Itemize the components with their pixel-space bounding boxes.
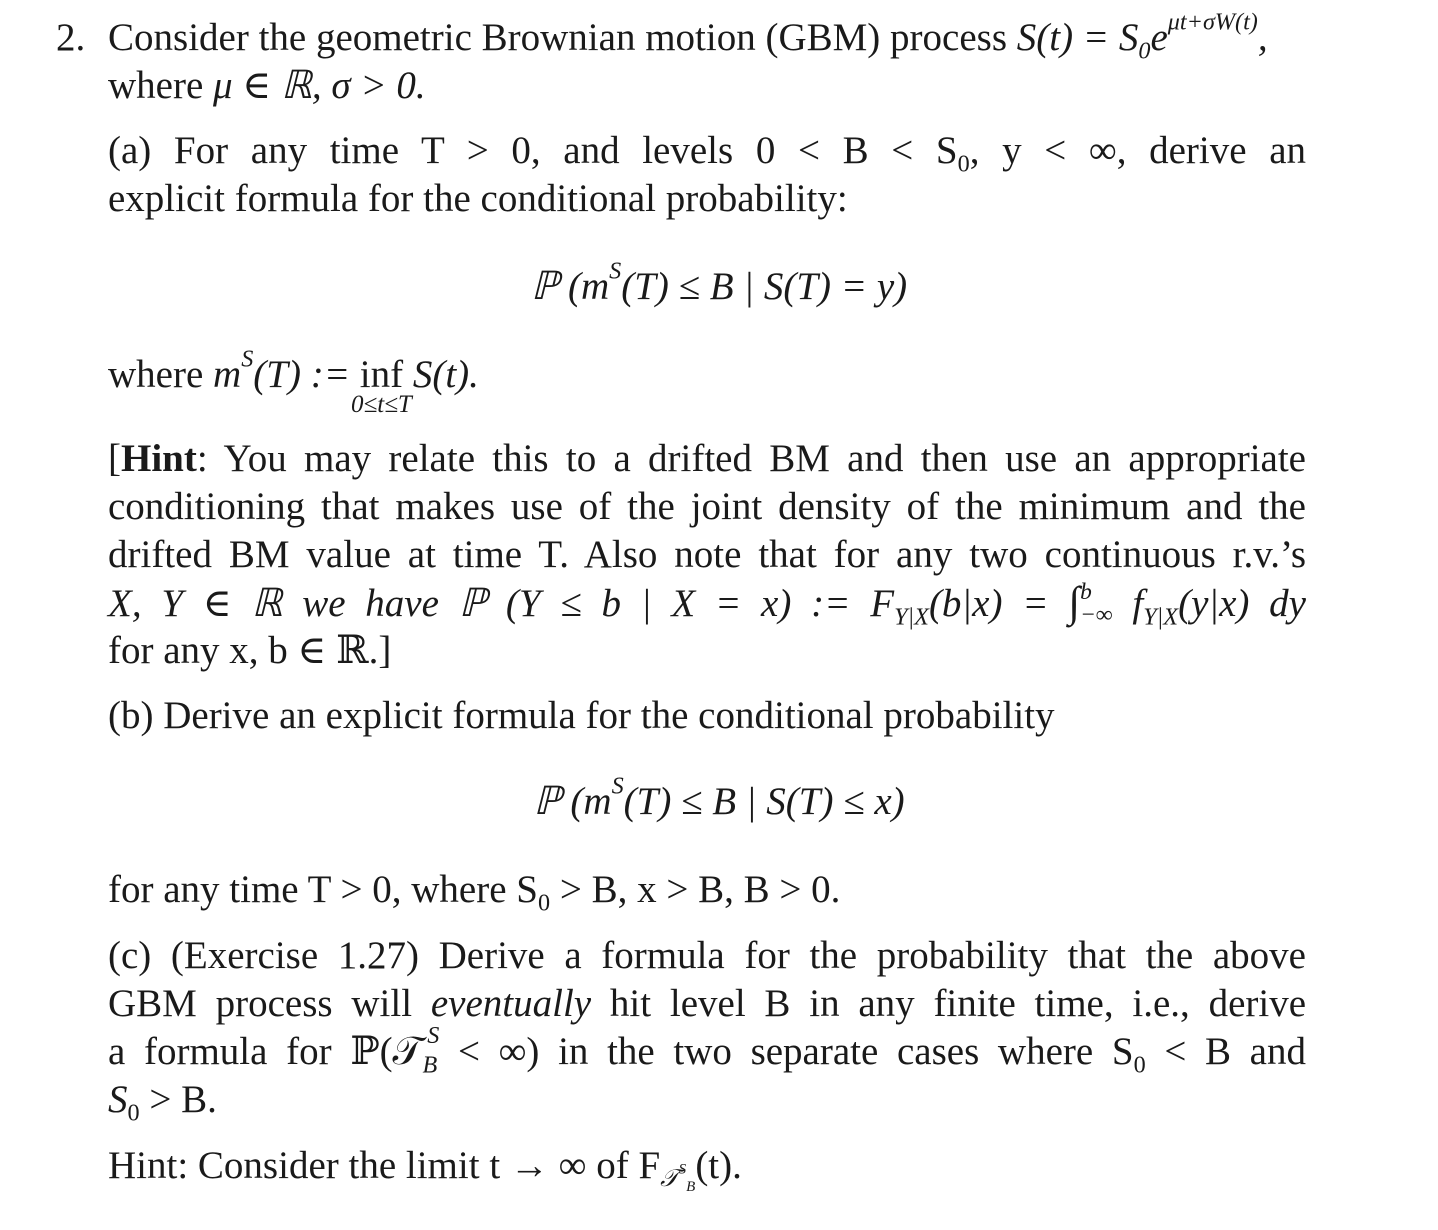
problem-number: 2. [56, 16, 86, 59]
hint-a-line-5: for any x, b ∈ ℝ.] [108, 629, 392, 672]
intro-text: Consider the geometric Brownian motion (GBM) process [108, 16, 1007, 59]
hint-label: Hint [121, 437, 197, 480]
part-c-line-4: $S_0 > B$. [108, 1078, 217, 1127]
infimum-range: 0≤t≤T [351, 391, 412, 418]
emphasis-eventually: eventually [430, 982, 592, 1025]
part-c-line-3: a formula for ℙ(𝒯$_B^S$ < ∞) in the two separate cases where $S_0 < B$ and [108, 1022, 1306, 1079]
hint-a-line-1: [Hint: You may relate this to a drifted BM and then use an appropriate [108, 437, 1306, 480]
part-a-where-line: where $m^S(T)$ := inf 0≤t≤T S(t). [108, 351, 479, 399]
part-c-hint: Hint: Consider the limit t → ∞ of $F_{𝒯^S_B}(t)$. [108, 1144, 742, 1196]
part-a-line-1: (a) For any time T > 0, and levels $0 < B < S_0$, y < ∞, derive an [108, 129, 1306, 178]
hint-a-line-2: conditioning that makes use of the joint density of the minimum and the [108, 485, 1306, 528]
gbm-formula: $S(t) = S_0e^{\mu t+\sigma W(t)}$, [1016, 8, 1268, 65]
integral-limits: b −∞ [1080, 579, 1113, 629]
part-c-line-1: (c) (Exercise 1.27) Derive a formula for the probability that the above [108, 934, 1306, 977]
part-c-line-2: GBM process will eventually hit level B in any finite time, i.e., derive [108, 982, 1307, 1025]
intro-line-1 [108, 8, 1268, 65]
param-conditions: μ ∈ ℝ, σ > 0. [213, 64, 426, 107]
part-b-line-1: (b) Derive an explicit formula for the conditional probability [108, 694, 1055, 737]
hint-a-line-4: X, Y ∈ ℝ we have ℙ (Y ≤ b | X = x) := $F_{Y|X}(b|x)$ = ∫ b −∞ $f_{Y|X}(y|x)$ dy [108, 579, 1306, 631]
gbm-exponent: μt+σW(t) [1167, 8, 1258, 36]
hint-a-line-3: drifted BM value at time T. Also note that for any two continuous r.v.’s [108, 533, 1306, 576]
part-a-display-equation: ℙ ($m^S(T) \le B$ | S(T) = y) [530, 257, 908, 308]
intro-line-2: where μ ∈ ℝ, σ > 0. [108, 64, 426, 107]
part-b-line-2: for any time T > 0, where $S_0 > B$, x > B, B > 0. [108, 868, 841, 917]
infimum-operator: inf 0≤t≤T [360, 351, 403, 399]
part-a-line-2: explicit formula for the conditional probability: [108, 177, 848, 220]
part-b-display-equation: ℙ ($m^S(T) \le B$ | S(T) ≤ x) [533, 772, 905, 823]
